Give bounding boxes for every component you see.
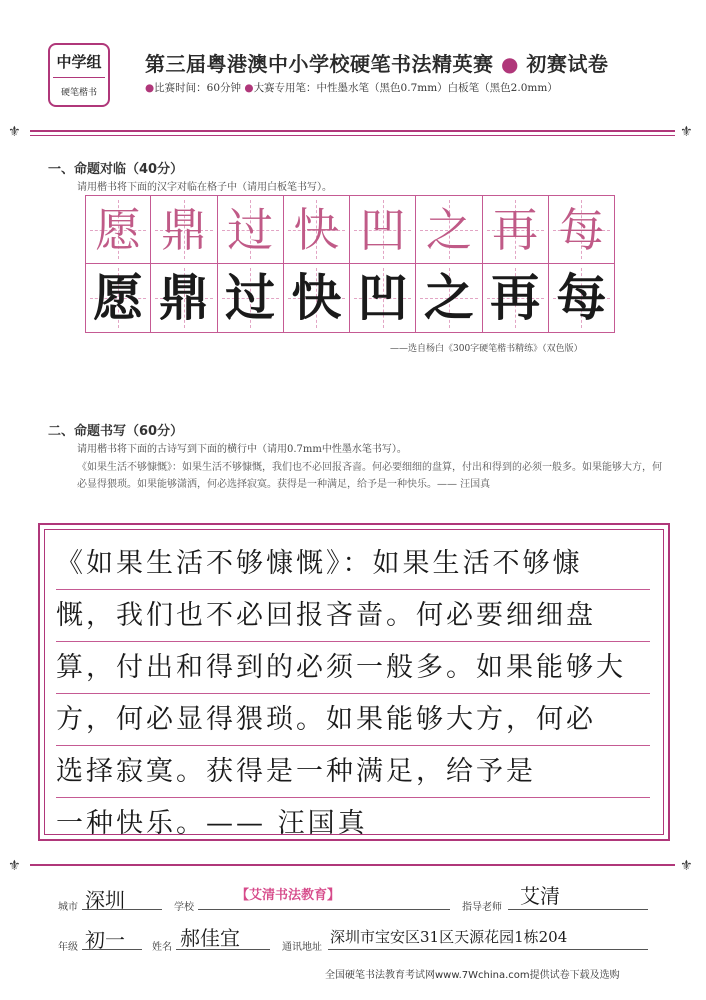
handwritten-line: 慨，我们也不必回报吝啬。何必要细细盘 xyxy=(56,590,650,642)
copy-char-cell xyxy=(284,264,350,333)
section1-instruction: 请用楷书将下面的汉字对临在格子中（请用白板笔书写）。 xyxy=(77,182,332,193)
title-suffix: 初赛试卷 xyxy=(526,52,609,76)
group-label: 中学组 xyxy=(56,53,102,71)
teacher-label: 指导老师 xyxy=(462,902,502,913)
copy-char-cell xyxy=(350,264,416,333)
model-char-cell xyxy=(218,195,284,264)
header-divider xyxy=(30,130,675,132)
copied-char: 每 xyxy=(556,268,607,327)
poem-passage: 《如果生活不够慷慨》：如果生活不够慷慨，我们也不必回报吝啬。何必要细细的盘算，付出和得到的必须一般多。如果能够大方，何必显得猥琐。如果能够潇洒，何必选择寂寞。获得是一种满足，给予是一种快乐。—— 汪国真 xyxy=(77,462,662,490)
page-title xyxy=(145,48,608,77)
header-divider-thin xyxy=(30,135,675,136)
model-char-cell xyxy=(483,195,549,264)
handwritten-line: 一种快乐。—— 汪国真 xyxy=(56,808,368,839)
model-char-cell xyxy=(549,195,615,264)
model-char: 快 xyxy=(293,203,340,257)
copied-char: 过 xyxy=(225,268,276,327)
copy-char-cell xyxy=(483,264,549,333)
footer-divider xyxy=(30,864,675,866)
address-label: 通讯地址 xyxy=(282,942,322,953)
copied-char: 鼎 xyxy=(158,268,209,327)
model-char-cell xyxy=(284,195,350,264)
teacher-underline xyxy=(508,909,648,910)
model-char: 过 xyxy=(227,203,274,257)
scroll-ornament-icon: ⚜ xyxy=(8,124,21,140)
scroll-ornament-icon: ⚜ xyxy=(680,858,693,874)
name-value: 郝佳宜 xyxy=(180,926,240,950)
section1-title: 一、命题对临（40分） xyxy=(48,162,184,177)
copy-char-cell xyxy=(549,264,615,333)
title-main: 第三届粤港澳中小学校硬笔书法精英赛 xyxy=(145,52,494,76)
model-char: 之 xyxy=(425,203,472,257)
pen-info: 大赛专用笔：中性墨水笔（黑色0.7mm）白板笔（黑色2.0mm） xyxy=(253,82,558,94)
scroll-ornament-icon: ⚜ xyxy=(680,124,693,140)
school-label: 学校 xyxy=(174,902,194,913)
copy-char-cell xyxy=(416,264,482,333)
grade-label: 年级 xyxy=(58,942,78,953)
grade-value: 初一 xyxy=(85,928,125,952)
model-char: 愿 xyxy=(95,203,142,257)
grade-underline xyxy=(82,949,142,950)
copy-char-cell xyxy=(218,264,284,333)
model-char-cell xyxy=(350,195,416,264)
teacher-value: 艾清 xyxy=(520,884,560,908)
title-dot-icon: ● xyxy=(493,52,527,76)
city-value: 深圳 xyxy=(85,888,125,912)
school-value: 【艾清书法教育】 xyxy=(236,888,341,903)
city-label: 城市 xyxy=(58,902,78,913)
exam-info xyxy=(145,80,558,95)
address-underline xyxy=(328,949,648,950)
name-label: 姓名 xyxy=(152,942,172,953)
copied-char: 快 xyxy=(291,268,342,327)
name-underline xyxy=(176,949,270,950)
section2-instruction: 请用楷书将下面的古诗写到下面的横行中（请用0.7mm中性墨水笔书写）。 xyxy=(77,444,407,455)
bullet-icon: ● xyxy=(244,82,254,94)
model-char: 凹 xyxy=(359,203,406,257)
group-sub-label: 硬笔楷书 xyxy=(60,88,97,98)
model-char-cell xyxy=(85,195,151,264)
copy-char-cell xyxy=(151,264,217,333)
scroll-ornament-icon: ⚜ xyxy=(8,858,21,874)
handwritten-line: 方，何必显得猥琐。如果能够大方，何必 xyxy=(56,694,650,746)
handwritten-line: 选择寂寞。获得是一种满足，给予是 xyxy=(56,746,650,798)
address-value: 深圳市宝安区31区天源花园1栋204 xyxy=(330,928,568,946)
section2-title: 二、命题书写（60分） xyxy=(48,424,184,439)
model-char: 鼎 xyxy=(160,203,207,257)
model-char: 每 xyxy=(558,203,605,257)
footnote: 全国硬笔书法教育考试网www.7Wchina.com提供试卷下载及选购 xyxy=(325,970,620,981)
model-char-cell xyxy=(151,195,217,264)
handwritten-line: 《如果生活不够慷慨》：如果生活不够慷 xyxy=(56,538,650,590)
copied-char: 之 xyxy=(423,268,474,327)
time-info: 比赛时间：60分钟 xyxy=(154,82,242,94)
bullet-icon: ● xyxy=(145,82,155,94)
group-badge xyxy=(48,43,110,107)
copy-char-cell xyxy=(85,264,151,333)
source-citation: ——选自杨白《300字硬笔楷书精练》（双色版） xyxy=(390,344,583,354)
model-char-cell xyxy=(416,195,482,264)
model-char: 再 xyxy=(492,203,539,257)
school-underline xyxy=(198,909,450,910)
city-underline xyxy=(82,909,162,910)
group-badge-divider xyxy=(53,77,105,78)
copied-char: 凹 xyxy=(357,268,408,327)
copied-char: 再 xyxy=(490,268,541,327)
copied-char: 愿 xyxy=(93,268,144,327)
handwritten-line: 算，付出和得到的必须一般多。如果能够大 xyxy=(56,642,650,694)
copy-grid xyxy=(85,195,615,333)
